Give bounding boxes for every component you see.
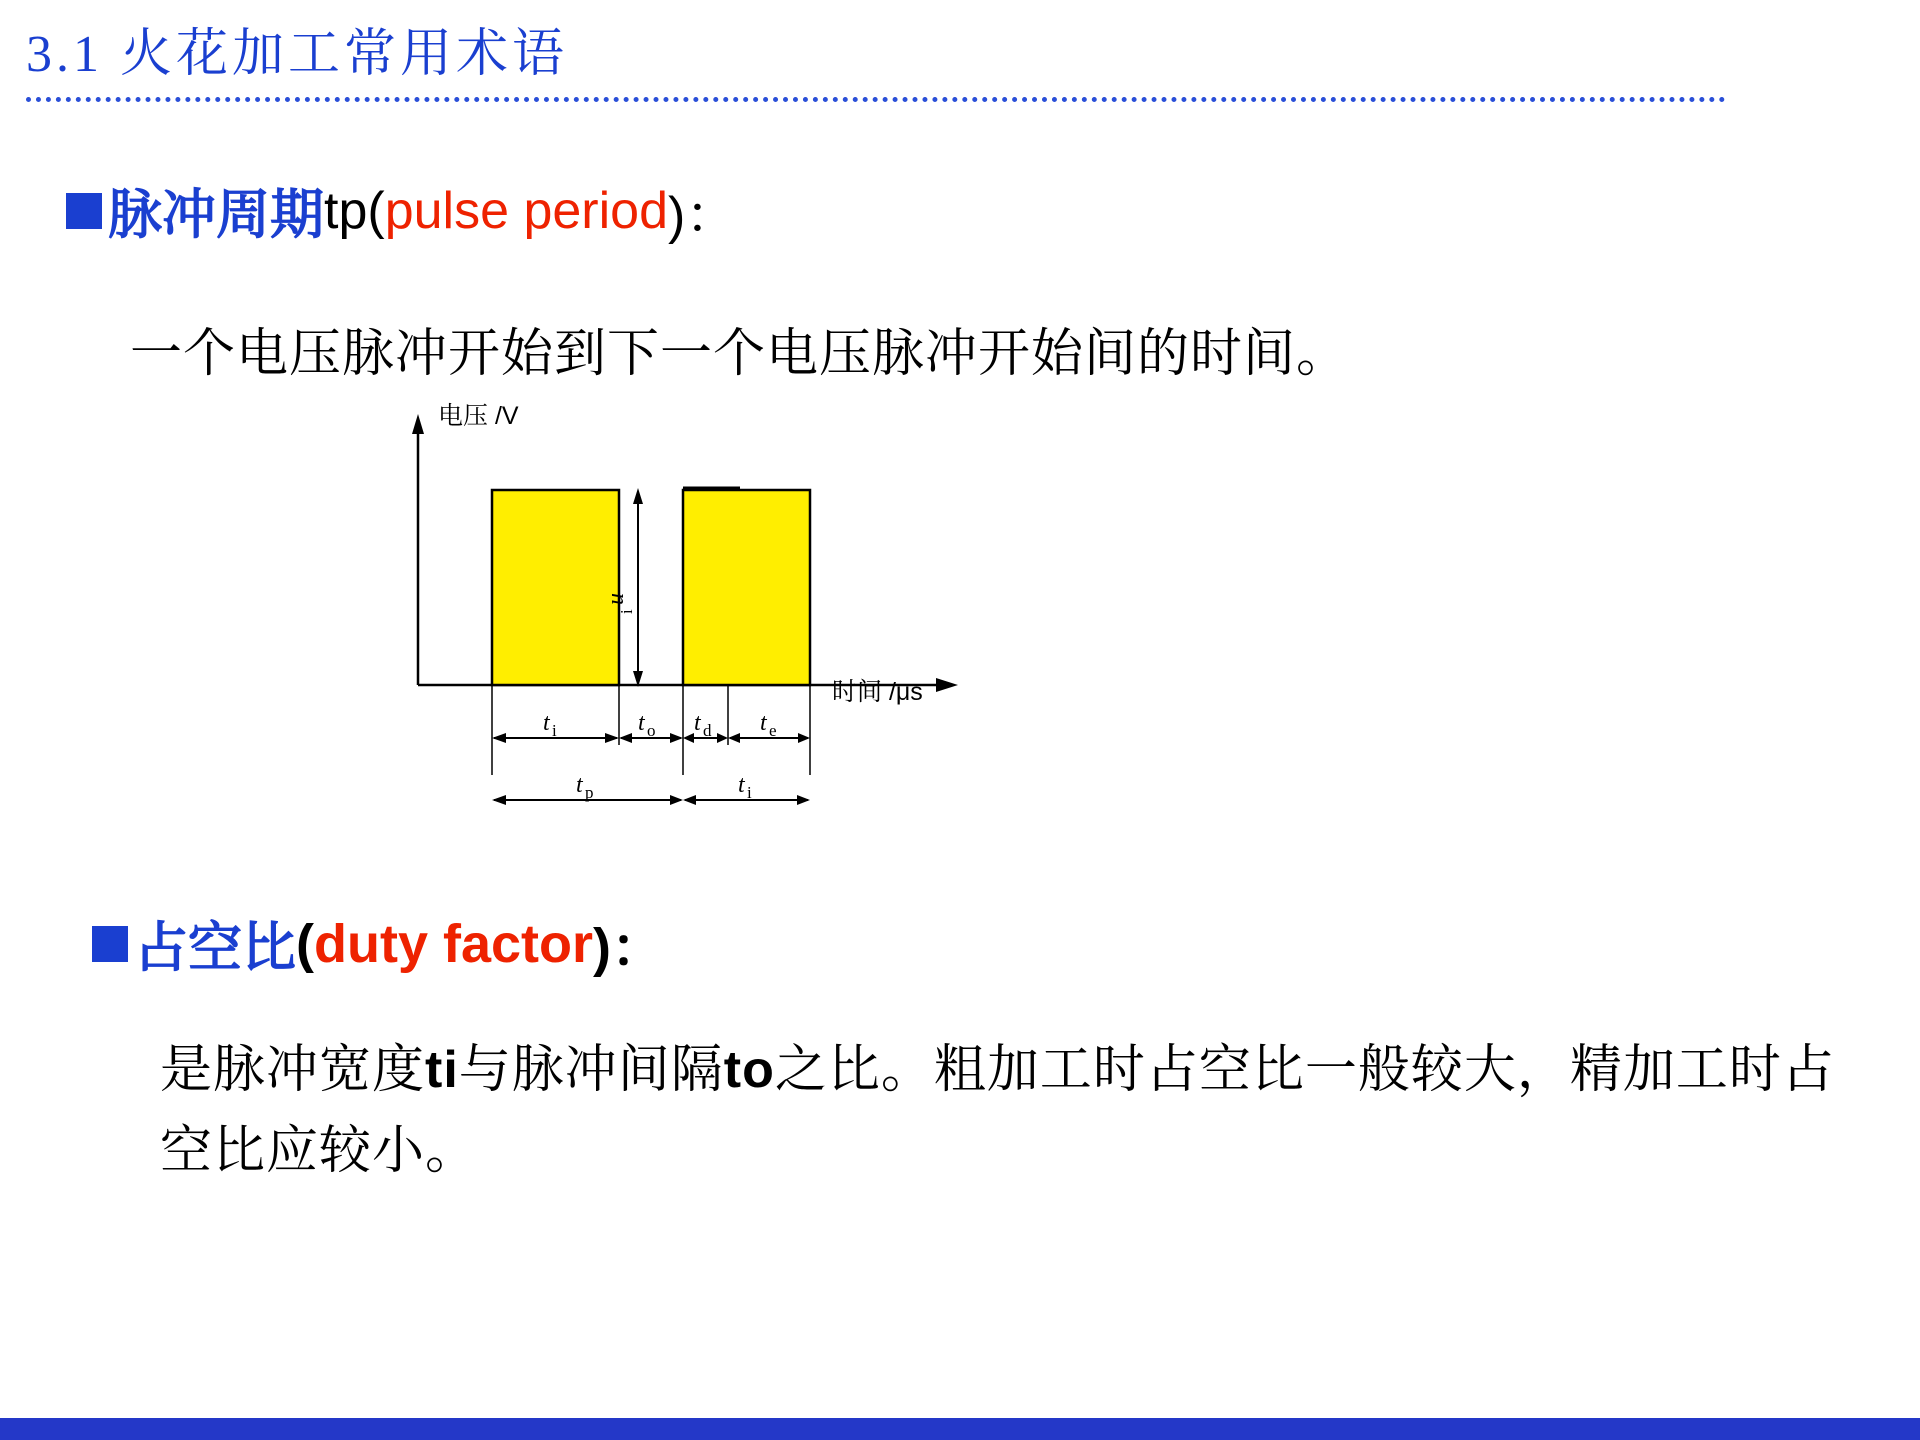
svg-text:e: e	[769, 721, 777, 740]
bullet-2-close: )：	[593, 918, 665, 978]
bullet-1-body-text: 一个电压脉冲开始到下一个电压脉冲开始间的时间。	[130, 326, 1350, 383]
bullet-2-body-suffix: 之比。粗加工时占空比一般较大，精加工时占空比应较小。	[160, 1042, 1835, 1180]
bullet-2-body-mid: 与脉冲间隔	[458, 1042, 724, 1099]
bullet-item-duty-factor	[92, 905, 665, 982]
svg-text:u: u	[603, 593, 629, 605]
svg-text:d: d	[703, 721, 712, 740]
bottom-accent-bar	[0, 1418, 1920, 1440]
bullet-2-abbr: (	[296, 913, 314, 974]
svg-text:t: t	[543, 710, 550, 736]
page-title: 3.1 火花加工常用术语	[26, 26, 569, 83]
svg-text:i: i	[747, 783, 752, 802]
svg-text:t: t	[760, 710, 767, 736]
bullet-2-term-en: duty factor	[313, 913, 594, 974]
bullet-2-body-text	[160, 1030, 1840, 1192]
bullet-2-body-prefix: 是脉冲宽度	[160, 1042, 426, 1099]
svg-text:i: i	[617, 609, 636, 614]
bullet-1-close: )：	[668, 187, 738, 245]
svg-text:时间 /μs: 时间 /μs	[832, 678, 923, 706]
bullet-item-pulse-period	[66, 172, 737, 249]
svg-text:i: i	[552, 721, 557, 740]
bullet-2-symbol-ti: ti	[425, 1041, 459, 1099]
svg-text:t: t	[638, 710, 645, 736]
svg-text:t: t	[738, 772, 745, 798]
bullet-1-abbr: tp(	[324, 181, 385, 240]
pulse-waveform-figure	[380, 400, 1000, 840]
bullet-1-term-en: pulse period	[384, 181, 668, 240]
bullet-square-icon	[92, 926, 128, 962]
svg-text:o: o	[647, 721, 656, 740]
bullet-2-term-cn: 占空比	[134, 918, 296, 978]
svg-text:电压 /V: 电压 /V	[438, 402, 519, 430]
title-divider	[26, 97, 1726, 102]
bullet-1-term-cn: 脉冲周期	[108, 185, 324, 245]
title-block	[26, 26, 1886, 102]
bullet-2-symbol-to: to	[723, 1041, 775, 1099]
svg-text:t: t	[694, 710, 701, 736]
bullet-square-icon	[66, 193, 102, 229]
svg-text:t: t	[576, 772, 583, 798]
svg-text:p: p	[585, 783, 594, 802]
